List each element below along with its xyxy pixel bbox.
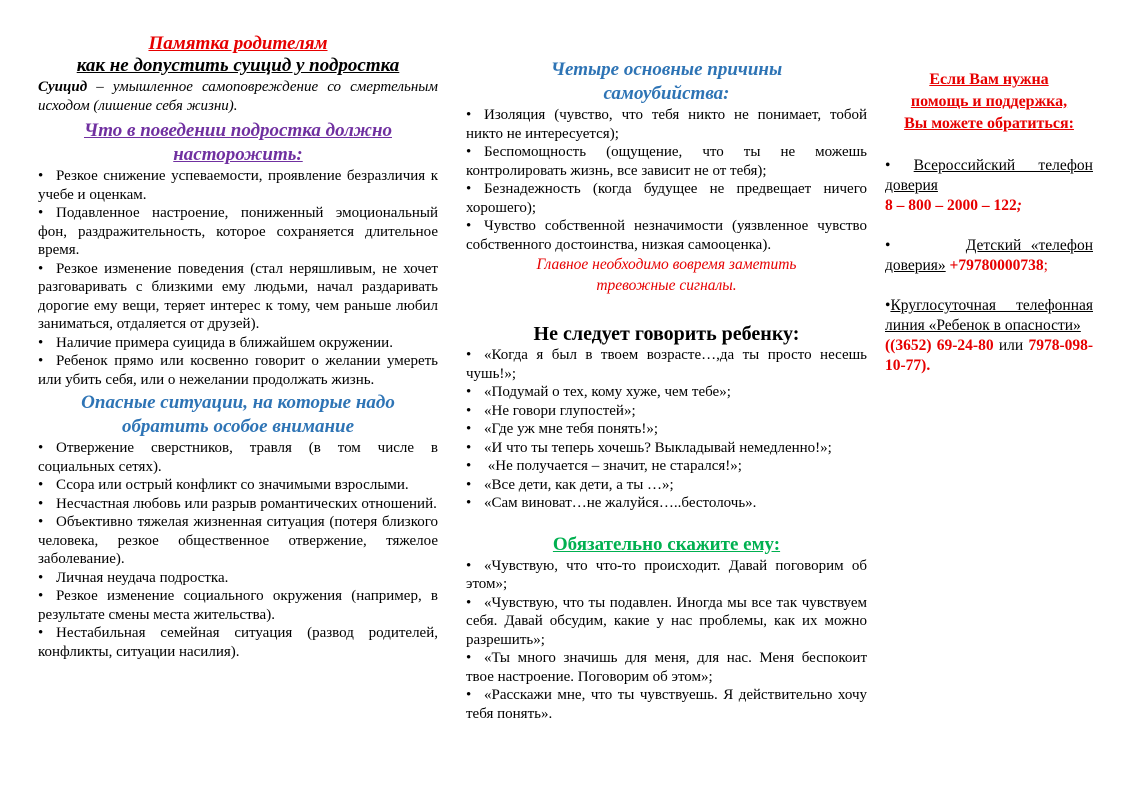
bullet-icon: • xyxy=(466,144,472,160)
middle-column xyxy=(466,0,867,723)
behavior-heading-text1: Что в поведении подростка должно xyxy=(83,120,392,141)
contact-1-end: ; xyxy=(1016,197,1022,214)
left-column xyxy=(38,0,438,661)
dont-say-item xyxy=(466,457,867,476)
dangerous-item xyxy=(38,513,438,569)
dont-say-item-text: «И что ты теперь хочешь? Выкладывай немедленно!»; xyxy=(484,439,832,456)
bullet-icon: • xyxy=(466,495,472,511)
dont-say-heading: Не следует говорить ребенку: xyxy=(533,323,800,345)
bullet-icon: • xyxy=(38,477,44,493)
help-heading-line1: Если Вам нужна xyxy=(929,71,1049,88)
must-say-item-text: «Ты много значишь для меня, для нас. Меня беспокоит твое настроение. Поговорим об этом»; xyxy=(466,650,867,685)
memo-subtitle: как не допустить суицид у подростка xyxy=(76,55,400,76)
bullet-icon: • xyxy=(38,440,44,456)
behavior-item xyxy=(38,204,438,260)
behavior-item xyxy=(38,334,438,353)
bullet-icon: • xyxy=(885,237,966,254)
dont-say-item-text: «Когда я был в твоем возрасте…,да ты просто несешь чушь!»; xyxy=(466,347,867,382)
reasons-heading-line1: Четыре основные причины xyxy=(550,59,783,80)
must-say-item xyxy=(466,649,867,686)
must-say-item-text: «Расскажи мне, что ты чувствуешь. Я действительно хочу тебя понять». xyxy=(466,687,867,722)
help-heading-line3: Вы можете обратиться: xyxy=(904,115,1074,132)
contact-3-label: Круглосуточная телефонная линия «Ребенок в опасности» xyxy=(885,297,1093,334)
dont-say-list xyxy=(466,346,867,513)
dont-say-item xyxy=(466,476,867,495)
bullet-icon: • xyxy=(466,557,472,574)
dont-say-item-text: «Все дети, как дети, а ты …»; xyxy=(484,476,674,493)
bullet-icon: • xyxy=(38,514,44,530)
behavior-item xyxy=(38,352,438,389)
dangerous-item xyxy=(38,587,438,624)
bullet-icon: • xyxy=(466,181,472,197)
bullet-icon: • xyxy=(466,347,472,363)
reason-item-text: Беспомощность (ощущение, что ты не можешь контролировать жизнь, все зависит не от тебя); xyxy=(466,144,867,179)
must-say-item-text: «Чувствую, что ты подавлен. Иногда мы все так чувствуем себя. Давай обсудим, какие у нас проблемы, как их можно разрешить»; xyxy=(466,594,867,648)
dangerous-item-text: Личная неудача подростка. xyxy=(56,569,229,586)
dangerous-item-text: Резкое изменение социального окружения (например, в результате смены места жительства). xyxy=(38,588,438,623)
reason-item xyxy=(466,106,867,143)
dangerous-item-text: Ссора или острый конфликт со значимыми взрослыми. xyxy=(56,477,409,493)
suicide-definition xyxy=(38,78,438,115)
dangerous-item-text: Несчастная любовь или разрыв романтических отношений. xyxy=(56,495,437,512)
dangerous-item xyxy=(38,476,438,495)
definition-text: – умышленное самоповреждение со смертельным исходом (лишение себя жизни). xyxy=(38,79,438,114)
contact-3 xyxy=(885,296,1093,376)
dont-say-item xyxy=(466,346,867,383)
warning-line1: Главное необходимо вовремя заметить xyxy=(536,256,797,273)
bullet-icon: • xyxy=(38,260,44,277)
bullet-icon: • xyxy=(466,594,472,611)
behavior-item-text: Резкое изменение поведения (стал неряшливым, не хочет разговаривать с близкими ему людьми, начал раздаривать дорогие ему вещи, теряет интерес к тому, чем раньше любил заниматься, отдаляется от друзей). xyxy=(38,260,438,332)
reason-item xyxy=(466,180,867,217)
reasons-heading-line2: самоубийства: xyxy=(603,83,730,104)
contact-1-phone[interactable]: 8 – 800 – 2000 – 122 xyxy=(885,197,1017,214)
behavior-heading-line1 xyxy=(38,119,438,143)
dont-say-item-text: «Не говори глупостей»; xyxy=(484,402,636,419)
dont-say-item xyxy=(466,420,867,439)
contact-3-phone2[interactable]: 7978-098-10-77). xyxy=(885,337,1094,374)
dangerous-heading-line1: Опасные ситуации, на которые надо xyxy=(81,392,395,413)
dont-say-item xyxy=(466,383,867,402)
reason-item-text: Безнадежность (когда будущее не предвещает ничего хорошего); xyxy=(466,181,867,216)
dangerous-item xyxy=(38,495,438,514)
dont-say-item xyxy=(466,402,867,421)
behavior-item xyxy=(38,167,438,204)
right-column xyxy=(885,0,1093,376)
bullet-icon: • xyxy=(38,334,44,351)
definition-term: Суицид xyxy=(38,79,88,95)
bullet-icon: • xyxy=(38,205,44,221)
dont-say-item-text: «Сам виноват…не жалуйся…..бестолочь». xyxy=(484,495,757,511)
behavior-heading-line2: насторожить: xyxy=(173,144,303,165)
bullet-icon: • xyxy=(466,458,472,474)
behavior-item-text: Подавленное настроение, пониженный эмоциональный фон, раздражительность, которое сохраняется длительное время. xyxy=(38,205,438,258)
bullet-icon: • xyxy=(466,384,472,400)
bullet-icon: • xyxy=(466,650,472,666)
contact-2-end: ; xyxy=(1043,257,1048,274)
dont-say-item-text: «Не получается – значит, не старался!»; xyxy=(484,458,742,474)
reasons-list xyxy=(466,106,867,254)
bullet-icon: • xyxy=(38,495,44,512)
help-heading-line2: помощь и поддержка, xyxy=(910,93,1068,110)
dangerous-item-text: Нестабильная семейная ситуация (развод родителей, конфликты, ситуации насилия). xyxy=(38,625,438,660)
dangerous-item xyxy=(38,569,438,588)
dangerous-heading-line2: обратить особое внимание xyxy=(121,416,355,437)
dont-say-item xyxy=(466,494,867,513)
dont-say-item xyxy=(466,439,867,458)
bullet-icon: • xyxy=(885,297,891,314)
reason-item-text: Изоляция (чувство, что тебя никто не понимает, тобой никто не интересуется); xyxy=(466,107,867,142)
bullet-icon: • xyxy=(38,168,44,184)
bullet-icon: • xyxy=(466,402,472,419)
bullet-icon: • xyxy=(38,569,44,586)
bullet-icon: • xyxy=(466,439,472,456)
must-say-list xyxy=(466,557,867,724)
dangerous-item xyxy=(38,624,438,661)
must-say-item xyxy=(466,594,867,650)
must-say-item xyxy=(466,557,867,594)
dont-say-item-text: «Где уж мне тебя понять!»; xyxy=(484,421,659,437)
memo-title: Памятка родителям xyxy=(148,33,328,54)
reason-item xyxy=(466,143,867,180)
contact-1-label: Всероссийский телефон доверия xyxy=(885,157,1093,194)
contact-3-or: или xyxy=(993,337,1029,354)
bullet-icon: • xyxy=(38,588,44,604)
bullet-icon: • xyxy=(38,625,44,641)
dont-say-item-text: «Подумай о тех, кому хуже, чем тебе»; xyxy=(484,384,731,400)
behavior-item xyxy=(38,260,438,334)
reason-item xyxy=(466,217,867,254)
bullet-icon: • xyxy=(466,218,472,234)
bullet-icon: • xyxy=(466,421,472,437)
must-say-heading: Обязательно скажите ему: xyxy=(552,533,781,555)
bullet-icon: • xyxy=(466,476,472,493)
dangerous-list xyxy=(38,439,438,661)
bullet-icon: • xyxy=(466,687,472,703)
reason-item-text: Чувство собственной незначимости (уязвленное чувство собственного достоинства, низкая самооценка). xyxy=(466,218,867,253)
contact-1 xyxy=(885,156,1093,216)
contact-2-phone[interactable]: +79780000738 xyxy=(949,257,1044,274)
behavior-item-text: Резкое снижение успеваемости, проявление безразличия к учебе и оценкам. xyxy=(38,168,438,203)
dangerous-item xyxy=(38,439,438,476)
contact-2-label: Детский «телефон доверия» xyxy=(885,237,1093,274)
must-say-item-text: «Чувствую, что что-то происходит. Давай поговорим об этом»; xyxy=(466,557,867,592)
behavior-list xyxy=(38,167,438,389)
bullet-icon: • xyxy=(885,157,914,174)
behavior-item-text: Наличие примера суицида в ближайшем окружении. xyxy=(56,334,393,351)
contact-3-phone1[interactable]: ((3652) 69-24-80 xyxy=(885,337,994,354)
must-say-item xyxy=(466,686,867,723)
behavior-item-text: Ребенок прямо или косвенно говорит о желании умереть или убить себя, или о нежелании продолжать жизнь. xyxy=(38,353,438,388)
dangerous-item-text: Объективно тяжелая жизненная ситуация (потеря близкого человека, резкое общественное отвержение, тяжелое заболевание). xyxy=(38,514,438,567)
bullet-icon: • xyxy=(466,107,472,123)
dangerous-item-text: Отвержение сверстников, травля (в том числе в социальных сетях). xyxy=(38,440,438,475)
warning-line2: тревожные сигналы. xyxy=(596,277,737,294)
contact-2 xyxy=(885,236,1093,276)
bullet-icon: • xyxy=(38,353,44,369)
